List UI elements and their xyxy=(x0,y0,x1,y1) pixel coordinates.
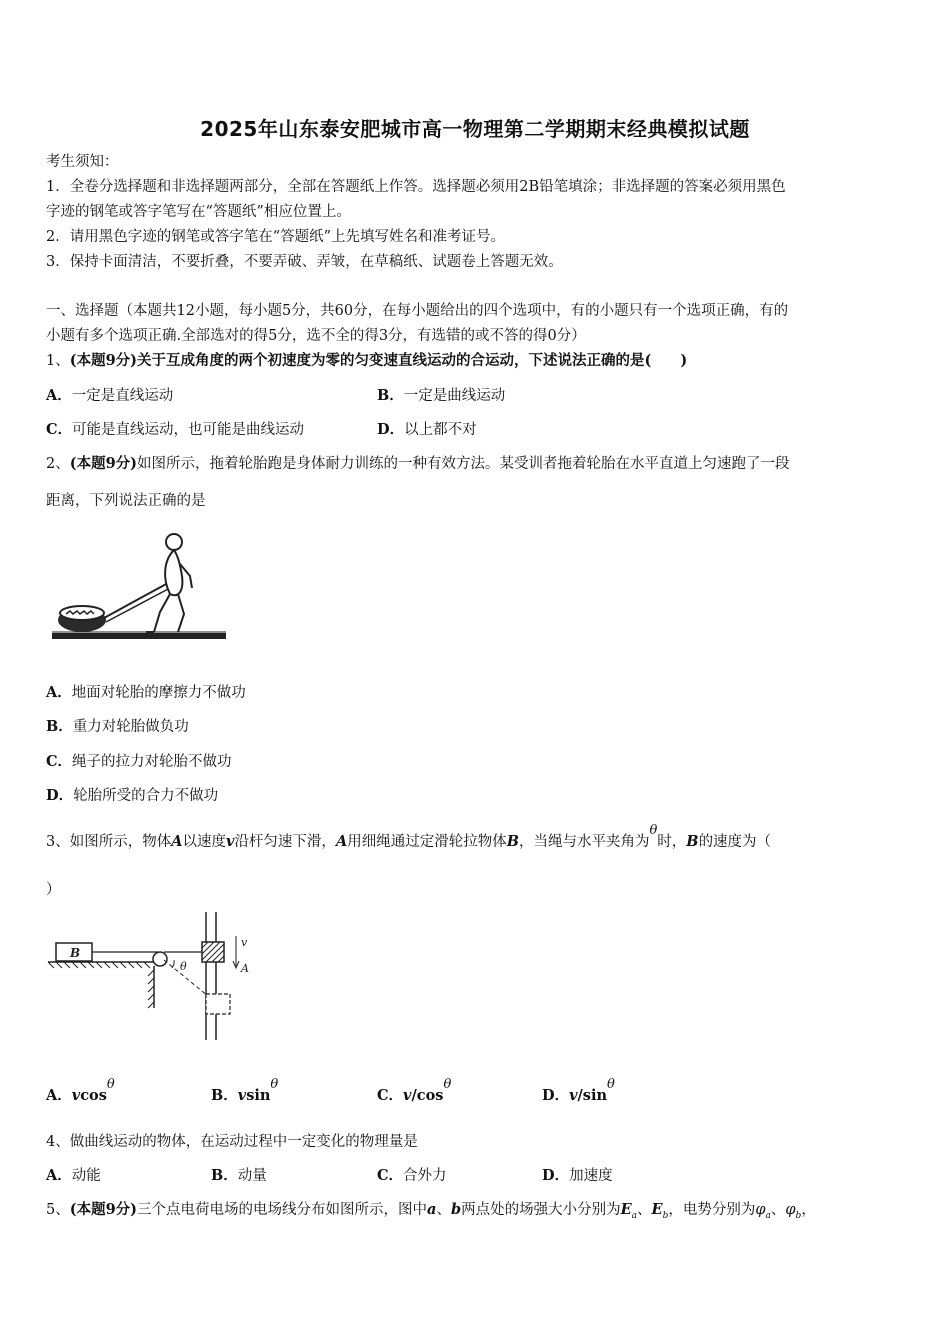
figure-label-a: A xyxy=(241,962,249,975)
question-4-option-b: B．动量 xyxy=(211,1167,267,1184)
question-3-option-c: C．v/cosθ xyxy=(377,1077,452,1104)
question-1-option-c: C．可能是直线运动，也可能是曲线运动 xyxy=(46,421,305,438)
page-title: 2025年山东泰安肥城市高一物理第二学期期末经典模拟试题 xyxy=(200,117,750,141)
question-4-option-d: D．加速度 xyxy=(542,1167,613,1184)
question-2-option-d: D．轮胎所受的合力不做功 xyxy=(46,787,219,804)
notice-item-3: 3．保持卡面清洁，不要折叠，不要弄破、弄皱，在草稿纸、试题卷上答题无效。 xyxy=(46,254,563,270)
tire-runner-figure xyxy=(50,528,230,646)
question-5-stem: 5、(本题9分)三个点电荷电场的电场线分布如图所示，图中a、b两点处的场强大小分别为$E_a$、$E_b$，电势分别为$\varphi_a$、$\varphi_b$， xyxy=(46,1201,816,1221)
question-3-close-paren: ） xyxy=(46,882,61,898)
notice-item-2: 2．请用黑色字迹的钢笔或答字笔在“答题纸”上先填写姓名和准考证号。 xyxy=(46,229,506,245)
question-1-option-b: B．一定是曲线运动 xyxy=(377,387,506,404)
notice-heading: 考生须知： xyxy=(46,154,119,170)
pulley-rod-figure xyxy=(46,908,266,1046)
question-1-option-a: A．一定是直线运动 xyxy=(46,387,174,404)
question-4-option-a: A．动能 xyxy=(46,1167,101,1184)
question-3-option-a: A．vcosθ xyxy=(46,1077,115,1104)
figure-label-v: v xyxy=(241,936,248,949)
notice-item-1b: 字迹的钢笔或答字笔写在“答题纸”相应位置上。 xyxy=(46,204,351,220)
section-instructions-2: 小题有多个选项正确.全部选对的得5分，选不全的得3分，有选错的或不答的得0分） xyxy=(46,328,586,344)
question-1-option-d: D．以上都不对 xyxy=(377,421,477,438)
question-1-stem: 1、(本题9分)关于互成角度的两个初速度为零的匀变速直线运动的合运动，下述说法正确的是( ) xyxy=(46,352,688,369)
question-4-option-c: C．合外力 xyxy=(377,1167,447,1184)
question-3-option-d: D．v/sinθ xyxy=(542,1077,615,1104)
question-4-stem: 4、做曲线运动的物体，在运动过程中一定变化的物理量是 xyxy=(46,1134,418,1150)
figure-label-b: B xyxy=(70,946,81,960)
notice-item-1a: 1．全卷分选择题和非选择题两部分，全部在答题纸上作答。选择题必须用2B铅笔填涂；非选择题的答案必须用黑色 xyxy=(46,179,786,195)
question-2-stem-1: 2、(本题9分)如图所示，拖着轮胎跑是身体耐力训练的一种有效方法。某受训者拖着轮胎在水平直道上匀速跑了一段 xyxy=(46,455,790,472)
section-instructions-1: 一、选择题（本题共12小题，每小题5分，共60分，在每小题给出的四个选项中，有的小题只有一个选项正确，有的 xyxy=(46,303,789,319)
question-2-stem-2: 距离，下列说法正确的是 xyxy=(46,493,206,509)
question-2-option-a: A．地面对轮胎的摩擦力不做功 xyxy=(46,684,246,701)
figure-label-theta: θ xyxy=(180,960,187,973)
question-2-option-c: C．绳子的拉力对轮胎不做功 xyxy=(46,753,232,770)
question-2-option-b: B．重力对轮胎做负功 xyxy=(46,718,189,735)
question-3-stem: 3、如图所示，物体A以速度v沿杆匀速下滑，A用细绳通过定滑轮拉物体B，当绳与水平夹角为θ时，B的速度为（ xyxy=(46,823,772,850)
question-3-option-b: B．vsinθ xyxy=(211,1077,279,1104)
